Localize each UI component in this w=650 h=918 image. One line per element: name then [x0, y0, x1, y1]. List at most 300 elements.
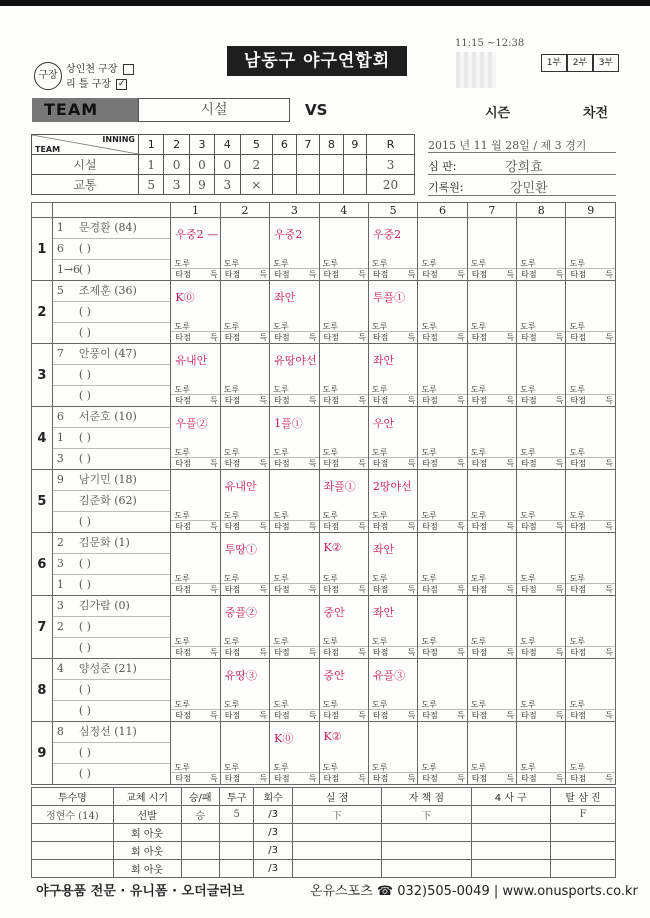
- pitching-name-cell[interactable]: [32, 860, 114, 878]
- at-bat-cell[interactable]: [566, 659, 616, 722]
- at-bat-cell[interactable]: [467, 533, 516, 596]
- batting-order-row: [32, 533, 616, 596]
- rbi-run-row: [369, 709, 417, 721]
- rbi-run-row: [418, 520, 466, 532]
- pitching-name-cell[interactable]: [32, 824, 114, 842]
- rbi-run-row: [171, 268, 219, 280]
- score-cell[interactable]: 3: [215, 175, 240, 195]
- venue-checkbox[interactable]: ✓: [117, 78, 126, 89]
- at-bat-cell[interactable]: [368, 218, 417, 281]
- at-bat-cell[interactable]: [517, 596, 566, 659]
- venue-option-1[interactable]: [66, 60, 134, 75]
- player-line[interactable]: [53, 638, 171, 658]
- rbi-label: 타점: [323, 648, 339, 657]
- at-bat-cell[interactable]: [270, 659, 319, 722]
- pitching-pitches-cell[interactable]: [219, 860, 253, 878]
- player-line[interactable]: [53, 407, 171, 428]
- play-result: K⓪: [175, 291, 195, 304]
- rbi-run-row: [517, 331, 565, 343]
- pitching-pitches-cell[interactable]: 5: [219, 806, 253, 824]
- at-bat-cell[interactable]: [220, 533, 269, 596]
- pitching-change-cell[interactable]: 회 아웃: [113, 842, 181, 860]
- steal-label: 도루: [470, 511, 487, 520]
- score-total[interactable]: 20: [367, 175, 415, 195]
- run-label: 득: [555, 774, 564, 783]
- player-name: ( ): [78, 263, 91, 276]
- run-label: 득: [555, 270, 564, 279]
- score-cell[interactable]: 1: [139, 155, 164, 175]
- at-bat-cell[interactable]: [270, 596, 319, 659]
- player-line[interactable]: [53, 575, 171, 595]
- at-bat-cell[interactable]: [566, 533, 616, 596]
- run-label: 득: [210, 585, 218, 594]
- pitching-result-cell[interactable]: [181, 860, 219, 878]
- score-cell[interactable]: 0: [189, 155, 214, 175]
- play-result: 유내안: [175, 354, 208, 367]
- score-cell[interactable]: ×: [240, 175, 273, 195]
- pitching-result-cell[interactable]: [181, 824, 219, 842]
- rbi-run-row: [566, 772, 615, 784]
- rbi-run-row: [517, 772, 565, 784]
- score-cell[interactable]: [343, 175, 367, 195]
- pitching-result-cell[interactable]: 승: [181, 806, 219, 824]
- score-cell[interactable]: 5: [139, 175, 164, 195]
- rbi-run-row: [418, 772, 466, 784]
- steal-label: 도루: [371, 574, 388, 583]
- player-position: 1: [56, 221, 64, 234]
- score-total[interactable]: 3: [367, 155, 415, 175]
- player-line[interactable]: [53, 722, 171, 743]
- player-line[interactable]: [53, 449, 171, 469]
- steal-label: 도루: [470, 385, 487, 394]
- venue-checkbox[interactable]: [123, 64, 134, 75]
- steal-label: 도루: [520, 385, 536, 394]
- rbi-label: 타점: [372, 711, 389, 720]
- scorer-name[interactable]: 강민환: [510, 181, 548, 196]
- at-bat-cell[interactable]: [319, 533, 368, 596]
- score-cell[interactable]: [273, 175, 297, 195]
- at-bat-cell[interactable]: [368, 596, 417, 659]
- rbi-run-row: [320, 457, 368, 469]
- at-bat-cell[interactable]: [418, 596, 467, 659]
- at-bat-cell[interactable]: [319, 281, 368, 344]
- rbi-label: 타점: [471, 522, 488, 531]
- player-line[interactable]: [53, 596, 171, 617]
- player-name: ( ): [78, 368, 91, 381]
- at-bat-cell[interactable]: [467, 596, 516, 659]
- at-bat-cell[interactable]: [566, 722, 616, 785]
- rbi-label: 타점: [175, 396, 191, 405]
- pitching-bb-cell[interactable]: [471, 860, 551, 878]
- at-bat-cell[interactable]: [368, 407, 417, 470]
- at-bat-cell[interactable]: [220, 659, 269, 722]
- pitching-name-cell[interactable]: [32, 842, 114, 860]
- at-bat-cell[interactable]: [566, 596, 616, 659]
- at-bat-cell[interactable]: [319, 218, 368, 281]
- run-label: 득: [506, 333, 515, 342]
- rbi-label: 타점: [521, 585, 537, 594]
- pitching-header: 실 점: [292, 788, 381, 806]
- play-result: 좌안: [372, 354, 395, 367]
- divider: [428, 152, 616, 153]
- player-line[interactable]: [53, 680, 171, 701]
- player-line[interactable]: [53, 512, 171, 532]
- player-line[interactable]: [53, 239, 171, 260]
- pitching-innings-cell[interactable]: /3: [254, 842, 292, 860]
- pitching-runs-cell[interactable]: 下: [292, 806, 381, 824]
- run-label: 득: [555, 648, 564, 657]
- run-label: 득: [259, 270, 268, 279]
- at-bat-cell[interactable]: [171, 533, 220, 596]
- at-bat-cell[interactable]: [220, 218, 269, 281]
- at-bat-cell[interactable]: [467, 659, 516, 722]
- at-bat-cell[interactable]: [171, 344, 220, 407]
- player-position: 8: [56, 725, 64, 738]
- at-bat-cell[interactable]: [270, 470, 319, 533]
- player-line[interactable]: [53, 470, 171, 491]
- rbi-run-row: [566, 394, 615, 406]
- inning-column-header: 9: [566, 203, 616, 218]
- steal-label: 도루: [174, 637, 190, 646]
- score-cell[interactable]: [320, 175, 344, 195]
- score-cell[interactable]: 0: [164, 155, 189, 175]
- scoring-grid: [31, 202, 616, 785]
- pitching-innings-cell[interactable]: /3: [254, 824, 292, 842]
- player-position: 5: [56, 284, 64, 297]
- pitching-result-cell[interactable]: [181, 842, 219, 860]
- at-bat-cell[interactable]: [418, 722, 467, 785]
- stamp-mark: [456, 52, 496, 88]
- rbi-label: 타점: [471, 333, 488, 342]
- player-position: 3: [56, 452, 64, 465]
- run-label: 득: [210, 396, 218, 405]
- venue-option-2[interactable]: [66, 75, 127, 90]
- player-name: 조제훈 (36): [78, 284, 137, 297]
- player-line[interactable]: [53, 365, 171, 386]
- rbi-run-row: [270, 646, 318, 658]
- player-line[interactable]: [53, 302, 171, 323]
- pitching-change-cell[interactable]: 선발: [113, 806, 181, 824]
- at-bat-cell[interactable]: [319, 470, 368, 533]
- team-value[interactable]: 시설: [138, 98, 290, 122]
- steal-label: 도루: [174, 574, 190, 583]
- pitching-header: 승/패: [181, 788, 219, 806]
- player-cell: [52, 722, 171, 785]
- vs-label: VS: [305, 101, 328, 119]
- player-line[interactable]: [53, 344, 171, 365]
- at-bat-cell[interactable]: [368, 470, 417, 533]
- pitching-runs-cell[interactable]: [292, 842, 381, 860]
- pitching-change-cell[interactable]: 회 아웃: [113, 824, 181, 842]
- player-line[interactable]: [53, 533, 171, 554]
- player-line[interactable]: [53, 281, 171, 302]
- pitching-bb-cell[interactable]: [471, 824, 551, 842]
- rbi-label: 타점: [323, 396, 339, 405]
- at-bat-cell[interactable]: [517, 407, 566, 470]
- at-bat-cell[interactable]: [220, 344, 269, 407]
- player-name: 양성준 (21): [78, 662, 137, 675]
- at-bat-cell[interactable]: [270, 344, 319, 407]
- steal-label: 도루: [520, 637, 536, 646]
- run-label: 득: [407, 459, 416, 468]
- steal-label: 도루: [421, 574, 437, 583]
- player-position: 1: [56, 431, 64, 444]
- steal-label: 도루: [470, 322, 487, 331]
- player-name: ( ): [78, 767, 91, 780]
- play-result: 좌안: [274, 291, 296, 304]
- player-line[interactable]: [53, 491, 171, 512]
- at-bat-cell[interactable]: [566, 218, 616, 281]
- rbi-run-row: [517, 457, 565, 469]
- score-cell[interactable]: [273, 155, 297, 175]
- player-line[interactable]: [53, 743, 171, 764]
- pitching-bb-cell[interactable]: [471, 842, 551, 860]
- run-label: 득: [308, 711, 317, 720]
- score-cell[interactable]: [296, 155, 320, 175]
- run-label: 득: [259, 774, 268, 783]
- player-line[interactable]: [53, 701, 171, 721]
- at-bat-cell[interactable]: [171, 218, 220, 281]
- steal-label: 도루: [569, 259, 585, 268]
- at-bat-cell[interactable]: [171, 722, 220, 785]
- at-bat-cell[interactable]: [368, 722, 417, 785]
- at-bat-cell[interactable]: [368, 344, 417, 407]
- at-bat-cell[interactable]: [319, 659, 368, 722]
- at-bat-cell[interactable]: [566, 344, 616, 407]
- pitching-row: [32, 860, 616, 878]
- at-bat-cell[interactable]: [517, 281, 566, 344]
- score-cell[interactable]: [296, 175, 320, 195]
- pitching-earned-cell[interactable]: [382, 842, 471, 860]
- play-result: 1플①: [274, 417, 303, 430]
- pitching-earned-cell[interactable]: 下: [382, 806, 471, 824]
- rbi-label: 타점: [422, 648, 438, 657]
- at-bat-cell[interactable]: [270, 281, 319, 344]
- player-line[interactable]: [53, 323, 171, 343]
- pitching-so-cell[interactable]: [551, 860, 616, 878]
- pitching-so-cell[interactable]: [551, 842, 616, 860]
- at-bat-cell[interactable]: [467, 218, 516, 281]
- rbi-label: 타점: [175, 459, 191, 468]
- inning-column-header: 3: [270, 203, 319, 218]
- pitching-pitches-cell[interactable]: [219, 842, 253, 860]
- at-bat-cell[interactable]: [270, 407, 319, 470]
- run-label: 득: [308, 270, 317, 279]
- at-bat-cell[interactable]: [467, 722, 516, 785]
- score-cell[interactable]: 2: [240, 155, 273, 175]
- at-bat-cell[interactable]: [368, 533, 417, 596]
- footer-right: 온유스포츠 ☎ 032)505-0049 | www.onusports.co.kr: [310, 884, 638, 899]
- score-cell[interactable]: 9: [189, 175, 214, 195]
- run-label: 득: [407, 711, 416, 720]
- at-bat-cell[interactable]: [171, 659, 220, 722]
- rbi-run-row: [270, 709, 318, 721]
- inning-column-header: 6: [418, 203, 467, 218]
- rbi-label: 타점: [570, 333, 586, 342]
- player-line[interactable]: [53, 617, 171, 638]
- pitching-name-cell[interactable]: 정현수 (14): [32, 806, 114, 824]
- at-bat-cell[interactable]: [418, 407, 467, 470]
- rbi-run-row: [468, 583, 516, 595]
- at-bat-cell[interactable]: [517, 218, 566, 281]
- run-label: 득: [605, 774, 613, 783]
- at-bat-cell[interactable]: [319, 722, 368, 785]
- steal-label: 도루: [421, 700, 437, 709]
- player-position: 1: [56, 578, 64, 591]
- run-label: 득: [308, 333, 317, 342]
- umpire-name[interactable]: 강희효: [505, 160, 543, 175]
- steal-label: 도루: [322, 700, 338, 709]
- player-line[interactable]: [53, 554, 171, 575]
- at-bat-cell[interactable]: [368, 281, 417, 344]
- player-position: 6: [56, 410, 64, 423]
- steal-label: 도루: [569, 637, 585, 646]
- inning-col: 5: [240, 135, 273, 155]
- rbi-label: 타점: [274, 333, 290, 342]
- at-bat-cell[interactable]: [220, 722, 269, 785]
- rbi-run-row: [369, 520, 417, 532]
- run-label: 득: [605, 711, 613, 720]
- part-box-1[interactable]: 1부: [541, 54, 567, 72]
- rbi-label: 타점: [422, 270, 438, 279]
- at-bat-cell[interactable]: [566, 281, 616, 344]
- at-bat-cell[interactable]: [418, 533, 467, 596]
- venue-option-label: 상인천 구장: [66, 64, 118, 75]
- run-label: 득: [506, 270, 515, 279]
- batting-order-number: 4: [32, 407, 53, 470]
- at-bat-cell[interactable]: [220, 596, 269, 659]
- rbi-label: 타점: [224, 459, 241, 468]
- part-box-2[interactable]: 2부: [567, 54, 593, 72]
- pitching-innings-cell[interactable]: /3: [254, 860, 292, 878]
- player-name: 김준화 (62): [78, 494, 137, 507]
- pitching-runs-cell[interactable]: [292, 824, 381, 842]
- steal-label: 도루: [273, 259, 289, 268]
- rbi-run-row: [320, 394, 368, 406]
- pitching-so-cell[interactable]: F: [551, 806, 616, 824]
- at-bat-cell[interactable]: [270, 218, 319, 281]
- at-bat-cell[interactable]: [517, 659, 566, 722]
- run-label: 득: [407, 396, 416, 405]
- pitching-earned-cell[interactable]: [382, 824, 471, 842]
- run-label: 득: [506, 711, 515, 720]
- at-bat-cell[interactable]: [319, 407, 368, 470]
- at-bat-cell[interactable]: [171, 596, 220, 659]
- at-bat-cell[interactable]: [171, 281, 220, 344]
- at-bat-cell[interactable]: [467, 281, 516, 344]
- score-cell[interactable]: [343, 155, 367, 175]
- pitching-bb-cell[interactable]: [471, 806, 551, 824]
- at-bat-cell[interactable]: [270, 722, 319, 785]
- pitching-earned-cell[interactable]: [382, 860, 471, 878]
- rbi-run-row: [468, 394, 516, 406]
- rbi-run-row: [320, 646, 368, 658]
- run-label: 득: [456, 648, 465, 657]
- at-bat-cell[interactable]: [517, 344, 566, 407]
- rbi-run-row: [221, 394, 269, 406]
- score-team: 시설: [32, 155, 139, 175]
- play-result: 좌플①: [323, 480, 356, 493]
- play-result: 유땅③: [224, 669, 258, 682]
- play-result: 우중2 —: [175, 228, 219, 241]
- at-bat-cell[interactable]: [220, 407, 269, 470]
- pitching-change-cell[interactable]: 회 아웃: [113, 860, 181, 878]
- rbi-run-row: [221, 772, 269, 784]
- rbi-label: 타점: [372, 774, 389, 783]
- run-label: 득: [210, 333, 218, 342]
- steal-label: 도루: [371, 700, 388, 709]
- steal-label: 도루: [273, 511, 289, 520]
- at-bat-cell[interactable]: [467, 344, 516, 407]
- run-label: 득: [605, 270, 613, 279]
- at-bat-cell[interactable]: [319, 344, 368, 407]
- at-bat-cell[interactable]: [368, 659, 417, 722]
- at-bat-cell[interactable]: [319, 596, 368, 659]
- player-line[interactable]: [53, 659, 171, 680]
- at-bat-cell[interactable]: [171, 470, 220, 533]
- at-bat-cell[interactable]: [566, 407, 616, 470]
- batting-order-number: 1: [32, 218, 53, 281]
- pitching-so-cell[interactable]: [551, 824, 616, 842]
- pitching-innings-cell[interactable]: /3: [254, 806, 292, 824]
- rbi-run-row: [418, 394, 466, 406]
- run-label: 득: [605, 396, 613, 405]
- part-box-3[interactable]: 3부: [593, 54, 619, 72]
- player-name: ( ): [78, 578, 91, 591]
- at-bat-cell[interactable]: [220, 470, 269, 533]
- player-line[interactable]: [53, 260, 171, 280]
- steal-label: 도루: [223, 385, 240, 394]
- rbi-label: 타점: [372, 585, 389, 594]
- game-date[interactable]: 2015 년 11 월 28일 / 제 3 경기: [428, 139, 587, 152]
- inning-header: INNING: [102, 135, 135, 144]
- at-bat-cell[interactable]: [467, 470, 516, 533]
- run-label: 득: [259, 585, 268, 594]
- at-bat-cell[interactable]: [418, 470, 467, 533]
- at-bat-cell[interactable]: [418, 281, 467, 344]
- rbi-label: 타점: [471, 396, 488, 405]
- player-line[interactable]: [53, 386, 171, 406]
- inning-col: 4: [215, 135, 240, 155]
- player-line[interactable]: [53, 764, 171, 784]
- rbi-label: 타점: [372, 333, 389, 342]
- at-bat-cell[interactable]: [517, 722, 566, 785]
- pitching-pitches-cell[interactable]: [219, 824, 253, 842]
- rbi-label: 타점: [224, 648, 241, 657]
- at-bat-cell[interactable]: [171, 407, 220, 470]
- pitching-runs-cell[interactable]: [292, 860, 381, 878]
- at-bat-cell[interactable]: [566, 470, 616, 533]
- at-bat-cell[interactable]: [220, 281, 269, 344]
- at-bat-cell[interactable]: [467, 407, 516, 470]
- rbi-label: 타점: [521, 711, 537, 720]
- score-cell[interactable]: [320, 155, 344, 175]
- at-bat-cell[interactable]: [517, 470, 566, 533]
- player-line[interactable]: [53, 428, 171, 449]
- player-line[interactable]: [53, 218, 171, 239]
- at-bat-cell[interactable]: [418, 659, 467, 722]
- at-bat-cell[interactable]: [418, 218, 467, 281]
- steal-label: 도루: [569, 322, 585, 331]
- score-cell[interactable]: 0: [215, 155, 240, 175]
- player-name: ( ): [78, 326, 91, 339]
- run-label: 득: [456, 711, 465, 720]
- player-name: ( ): [78, 704, 91, 717]
- at-bat-cell[interactable]: [418, 344, 467, 407]
- at-bat-cell[interactable]: [270, 533, 319, 596]
- score-cell[interactable]: 3: [164, 175, 189, 195]
- at-bat-cell[interactable]: [517, 533, 566, 596]
